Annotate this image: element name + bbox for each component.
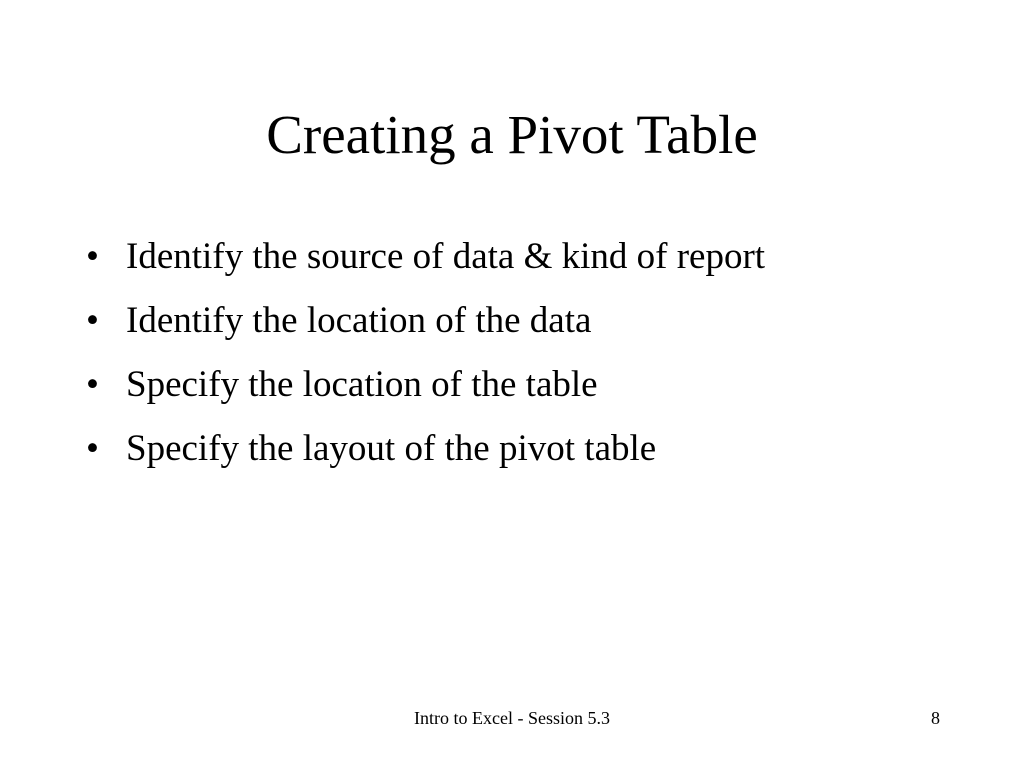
bullet-text: Specify the layout of the pivot table <box>126 428 657 469</box>
bullet-item <box>84 360 984 410</box>
bullet-item <box>84 232 984 282</box>
slide-title: Creating a Pivot Table <box>266 104 758 165</box>
bullet-marker: • <box>86 364 99 405</box>
bullet-text: Identify the location of the data <box>126 300 592 341</box>
page-number: 8 <box>931 708 940 728</box>
bullet-list <box>84 232 984 488</box>
bullet-text: Specify the location of the table <box>126 364 598 405</box>
bullet-text: Identify the source of data & kind of report <box>126 236 766 277</box>
footer-session-label: Intro to Excel - Session 5.3 <box>414 708 610 728</box>
bullet-marker: • <box>86 428 99 469</box>
bullet-item <box>84 296 984 346</box>
bullet-marker: • <box>86 236 99 277</box>
bullet-marker: • <box>86 300 99 341</box>
bullet-item <box>84 424 984 474</box>
